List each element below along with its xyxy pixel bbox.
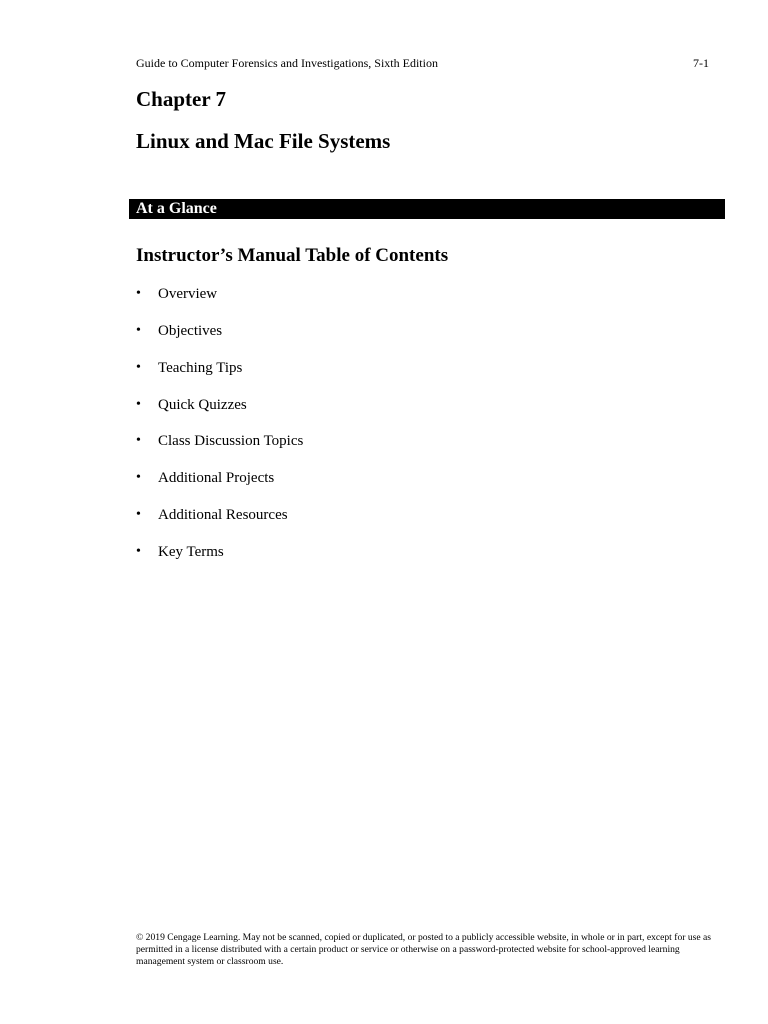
bullet-icon: • [136, 543, 141, 559]
bullet-icon: • [136, 396, 141, 412]
toc-item-label: Quick Quizzes [158, 396, 247, 413]
section-bar [129, 199, 725, 219]
page-number: 7-1 [693, 56, 709, 70]
chapter-number: Chapter 7 [136, 87, 227, 111]
toc-heading: Instructor’s Manual Table of Contents [136, 245, 449, 266]
book-title: Guide to Computer Forensics and Investigations, Sixth Edition [136, 56, 438, 70]
bullet-icon: • [136, 433, 141, 449]
toc-item-label: Overview [158, 286, 218, 302]
toc-item-label: Class Discussion Topics [158, 433, 304, 450]
copyright-footer: © 2019 Cengage Learning. May not be scanned, copied or duplicated, or posted to a publicly accessible website, in whole or in part, except for use as permitted in a license distributed with a certain product or service or otherwise on a password-protected website for school-approved learning management system or classroom use. [136, 932, 712, 967]
bullet-icon: • [136, 322, 141, 338]
toc-item-label: Key Terms [158, 543, 224, 560]
toc-item-label: Additional Resources [158, 507, 288, 524]
toc-item-label: Objectives [158, 322, 223, 339]
section-bar-label: At a Glance [136, 200, 217, 217]
bullet-icon: • [136, 286, 141, 301]
toc-item-label: Teaching Tips [158, 359, 243, 376]
toc-item-label: Additional Projects [158, 470, 275, 487]
bullet-icon: • [136, 507, 141, 523]
bullet-icon: • [136, 359, 141, 375]
bullet-icon: • [136, 470, 141, 486]
chapter-title: Linux and Mac File Systems [136, 129, 391, 153]
